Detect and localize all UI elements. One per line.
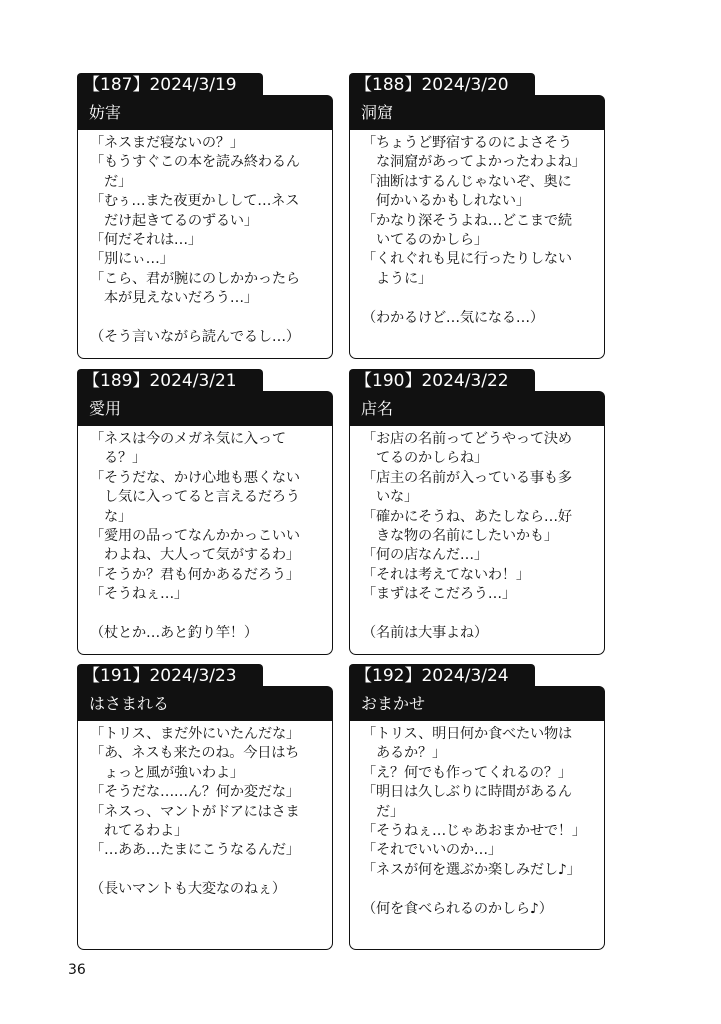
- dialogue-line: 「ネスっ、マントがドアにはさま: [90, 803, 300, 820]
- dialogue-line: だ」: [104, 173, 132, 190]
- dialogue-line: 「…ああ…たまにこうなるんだ」: [90, 842, 300, 859]
- dialogue-line: 「まずはそこだろう…」: [362, 586, 516, 603]
- dialogue-line: 「ネスが何を選ぶか楽しみだし♪」: [362, 861, 581, 878]
- dialogue-line: 「そうだな……ん？何か変だな」: [90, 784, 300, 801]
- dialogue-line: 「くれぐれも見に行ったりしない: [362, 251, 572, 268]
- dialogue-line: ように」: [376, 270, 432, 287]
- dialogue-line: 「愛用の品ってなんかかっこいい: [90, 528, 300, 545]
- dialogue-line: いな」: [376, 489, 418, 506]
- dialogue-line: 「それは考えてないわ！」: [362, 566, 530, 583]
- dialogue-line: 「そうねぇ…」: [90, 586, 188, 603]
- entry-note: （長いマントも大変なのねぇ）: [90, 881, 286, 898]
- dialogue-line: 「かなり深そうよね…どこまで続: [362, 212, 572, 229]
- entry-title: 愛用: [77, 391, 333, 426]
- entry-192: [349, 664, 605, 952]
- dialogue-line: 「そうだな、かけ心地も悪くない: [90, 469, 300, 486]
- dialogue-line: 「別にぃ…」: [90, 251, 174, 268]
- entry-note: （そう言いながら読んでるし…）: [90, 329, 300, 346]
- entry-tab: 【190】2024/3/22: [349, 369, 535, 393]
- dialogue-line: 「え？何でも作ってくれるの？」: [362, 764, 572, 781]
- dialogue-line: 「お店の名前ってどうやって決め: [362, 431, 572, 447]
- dialogue-line: 「何だそれは…」: [90, 232, 202, 249]
- entry-tab: 【188】2024/3/20: [349, 73, 535, 97]
- dialogue-line: あるか？」: [376, 745, 446, 762]
- dialogue-line: 何かいるかもしれない」: [376, 193, 530, 210]
- entry-tab: 【191】2024/3/23: [77, 664, 263, 688]
- spacer: [362, 289, 598, 308]
- entry-title: おまかせ: [349, 686, 605, 721]
- entry-note: （何を食べられるのかしら♪）: [362, 900, 553, 917]
- entry-body: [77, 720, 333, 950]
- spacer: [90, 309, 326, 328]
- dialogue-line: てるのかしらね」: [376, 450, 488, 467]
- dialogue-line: 「何の店なんだ…」: [362, 547, 488, 564]
- dialogue-line: 「ちょうど野宿するのによさそう: [362, 135, 572, 151]
- dialogue-line: 「確かにそうね、あたしなら…好: [362, 508, 572, 525]
- entry-title: 店名: [349, 391, 605, 426]
- dialogue-line: 「ネスは今のメガネ気に入って: [90, 431, 286, 447]
- dialogue-line: わよね、大人って気がするわ」: [104, 547, 300, 564]
- entry-body: [349, 720, 605, 950]
- dialogue-line: きな物の名前にしたいかも」: [376, 528, 558, 545]
- entry-188: [349, 73, 605, 361]
- dialogue-line: 「こら、君が腕にのしかかったら: [90, 270, 300, 287]
- dialogue-line: 本が見えないだろう…」: [104, 290, 258, 307]
- dialogue-line: 「店主の名前が入っている事も多: [362, 469, 572, 486]
- spacer: [90, 605, 326, 624]
- page-number: 36: [68, 962, 86, 978]
- spacer: [362, 880, 598, 899]
- dialogue-line: 「それでいいのか…」: [362, 842, 502, 859]
- dialogue-line: だけ起きてるのずるい」: [104, 212, 258, 229]
- dialogue-line: ょっと風が強いわよ」: [104, 764, 244, 781]
- entry-body: [77, 425, 333, 655]
- entry-190: [349, 369, 605, 657]
- entry-title: はさまれる: [77, 686, 333, 721]
- entry-189: [77, 369, 333, 657]
- dialogue-line: 「油断はするんじゃないぞ、奥に: [362, 173, 572, 190]
- entry-note: （杖とか…あと釣り竿！）: [90, 625, 258, 642]
- dialogue-line: 「明日は久しぶりに時間があるん: [362, 784, 572, 801]
- dialogue-line: な洞窟があってよかったわよね」: [376, 154, 586, 171]
- dialogue-line: 「ネスまだ寝ないの？」: [90, 135, 244, 151]
- dialogue-line: 「トリス、まだ外にいたんだな」: [90, 726, 300, 742]
- dialogue-line: 「むぅ…また夜更かしして…ネス: [90, 193, 300, 210]
- entry-tab: 【192】2024/3/24: [349, 664, 535, 688]
- entry-tab: 【189】2024/3/21: [77, 369, 263, 393]
- entry-note: （名前は大事よね）: [362, 625, 488, 642]
- dialogue-line: いてるのかしら」: [376, 232, 488, 249]
- entry-191: [77, 664, 333, 952]
- dialogue-line: 「そうか？君も何かあるだろう」: [90, 566, 300, 583]
- spacer: [362, 605, 598, 624]
- entry-title: 妨害: [77, 95, 333, 130]
- dialogue-line: る？」: [104, 450, 146, 467]
- entry-body: [349, 425, 605, 655]
- dialogue-line: 「トリス、明日何か食べたい物は: [362, 726, 572, 742]
- entry-body: [349, 129, 605, 359]
- entry-title: 洞窟: [349, 95, 605, 130]
- dialogue-line: だ」: [376, 803, 404, 820]
- entry-note: （わかるけど…気になる…）: [362, 309, 544, 326]
- entry-187: [77, 73, 333, 361]
- dialogue-line: し気に入ってると言えるだろう: [104, 489, 300, 506]
- entry-tab: 【187】2024/3/19: [77, 73, 263, 97]
- dialogue-line: 「もうすぐこの本を読み終わるん: [90, 154, 300, 171]
- spacer: [90, 861, 326, 880]
- dialogue-line: 「あ、ネスも来たのね。今日はち: [90, 745, 300, 762]
- dialogue-line: れてるわよ」: [104, 823, 188, 840]
- entry-body: [77, 129, 333, 359]
- dialogue-line: な」: [104, 508, 132, 525]
- dialogue-line: 「そうねぇ…じゃあおまかせで！」: [362, 823, 586, 840]
